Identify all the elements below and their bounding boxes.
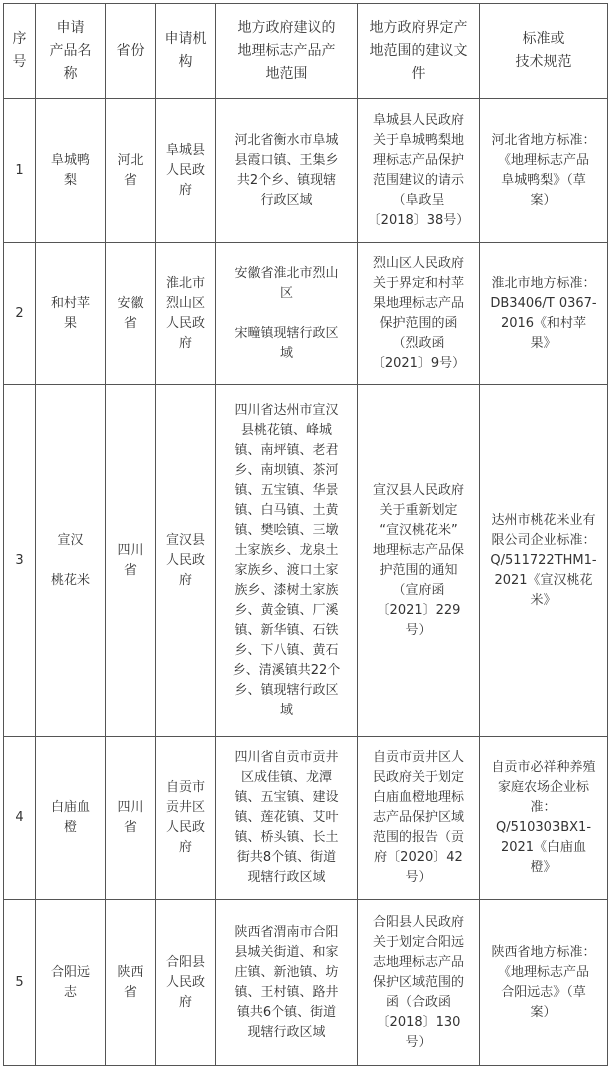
cell-product: 阜城鸭 梨 (36, 99, 106, 243)
cell-standard: 河北省地方标准： 《地理标志产品 阜城鸭梨》（草 案） (480, 99, 608, 243)
table-row (4, 243, 608, 385)
cell-province: 四川 省 (106, 385, 156, 737)
cell-applicant: 阜城县 人民政 府 (156, 99, 216, 243)
cell-scope: 陕西省渭南市合阳 县城关街道、和家 庄镇、新池镇、坊 镇、王村镇、路井 镇共6个镇、街道 现辖行政区域 (216, 900, 358, 1066)
cell-no: 1 (4, 99, 36, 243)
header-no: 序 号 (4, 4, 36, 99)
cell-document: 自贡市贡井区人 民政府关于划定 白庙血橙地理标 志产品保护区域 范围的报告（贡 府〔2020〕42 号） (358, 737, 480, 900)
geographic-indication-table (3, 3, 608, 1066)
cell-document: 烈山区人民政府 关于界定和村苹 果地理标志产品 保护范围的函 （烈政函 〔2021〕9号） (358, 243, 480, 385)
cell-province: 安徽 省 (106, 243, 156, 385)
cell-no: 3 (4, 385, 36, 737)
table-row (4, 385, 608, 737)
cell-document: 合阳县人民政府 关于划定合阳远 志地理标志产品 保护区域范围的 函（合政函 〔2018〕130 号） (358, 900, 480, 1066)
cell-province: 河北 省 (106, 99, 156, 243)
table-row (4, 99, 608, 243)
cell-applicant: 自贡市 贡井区 人民政 府 (156, 737, 216, 900)
cell-product: 宣汉 桃花米 (36, 385, 106, 737)
cell-product: 白庙血 橙 (36, 737, 106, 900)
cell-product: 合阳远 志 (36, 900, 106, 1066)
cell-scope: 河北省衡水市阜城 县霞口镇、王集乡 共2个乡、镇现辖 行政区域 (216, 99, 358, 243)
header-product: 申请 产品名 称 (36, 4, 106, 99)
cell-standard: 陕西省地方标准： 《地理标志产品 合阳远志》（草 案） (480, 900, 608, 1066)
table-row (4, 900, 608, 1066)
cell-document: 阜城县人民政府 关于阜城鸭梨地 理标志产品保护 范围建议的请示 （阜政呈 〔2018〕38号） (358, 99, 480, 243)
cell-document: 宣汉县人民政府 关于重新划定 “宣汉桃花米” 地理标志产品保 护范围的通知 （宣府函 〔2021〕229 号） (358, 385, 480, 737)
header-row (4, 4, 608, 99)
cell-applicant: 合阳县 人民政 府 (156, 900, 216, 1066)
cell-scope: 四川省自贡市贡井 区成佳镇、龙潭 镇、五宝镇、建设 镇、莲花镇、艾叶 镇、桥头镇、长土 街共8个镇、街道 现辖行政区域 (216, 737, 358, 900)
cell-no: 4 (4, 737, 36, 900)
header-province: 省份 (106, 4, 156, 99)
cell-no: 5 (4, 900, 36, 1066)
header-scope: 地方政府建议的 地理标志产品产 地范围 (216, 4, 358, 99)
header-standard: 标准或 技术规范 (480, 4, 608, 99)
cell-province: 陕西 省 (106, 900, 156, 1066)
cell-no: 2 (4, 243, 36, 385)
cell-scope: 四川省达州市宣汉 县桃花镇、峰城 镇、南坪镇、老君 乡、南坝镇、茶河 镇、五宝镇、华景 镇、白马镇、土黄 镇、樊哙镇、三墩 土家族乡、龙泉土 家族乡、渡口土家 族乡、漆树土家族 乡、黄金镇、厂溪 镇、新华镇、石铁 乡、下八镇、黄石 乡、清溪镇共22个 乡、镇现辖行政区 域 (216, 385, 358, 737)
cell-province: 四川 省 (106, 737, 156, 900)
header-applicant: 申请机 构 (156, 4, 216, 99)
cell-standard: 达州市桃花米业有 限公司企业标准： Q/511722THM1- 2021《宣汉桃花 米》 (480, 385, 608, 737)
cell-scope: 安徽省淮北市烈山 区 宋疃镇现辖行政区 域 (216, 243, 358, 385)
table-row (4, 737, 608, 900)
header-document: 地方政府界定产 地范围的建议文 件 (358, 4, 480, 99)
cell-standard: 自贡市必祥种养殖 家庭农场企业标 准： Q/510303BX1- 2021《白庙血 橙》 (480, 737, 608, 900)
cell-product: 和村苹 果 (36, 243, 106, 385)
cell-applicant: 宣汉县 人民政 府 (156, 385, 216, 737)
cell-applicant: 淮北市 烈山区 人民政 府 (156, 243, 216, 385)
cell-standard: 淮北市地方标准： DB3406/T 0367- 2016《和村苹 果》 (480, 243, 608, 385)
